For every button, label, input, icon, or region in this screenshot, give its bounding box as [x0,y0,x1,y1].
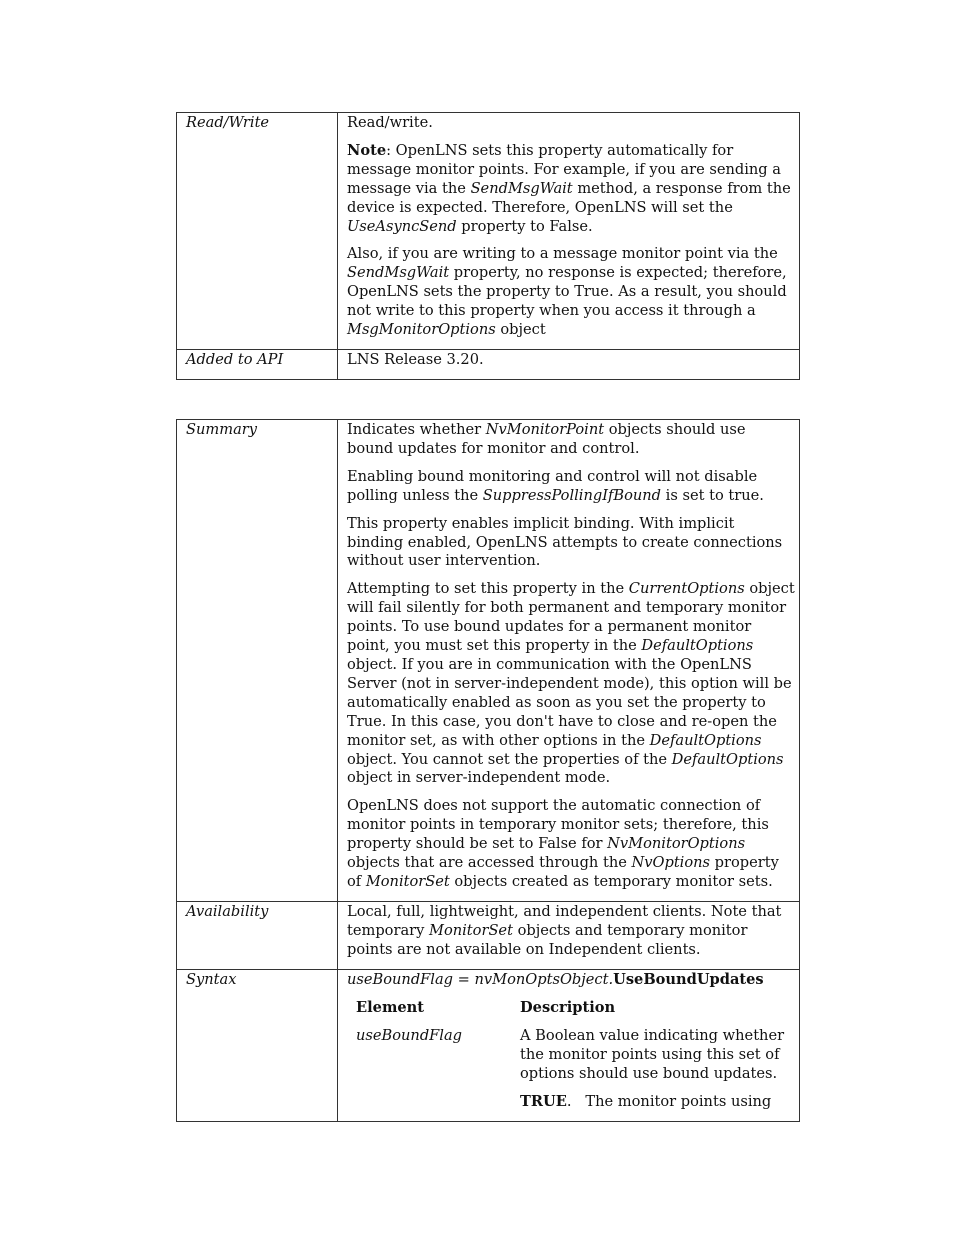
element-table [356,998,795,1121]
note-paragraph [347,142,795,237]
object-name: DefaultOptions [641,637,754,655]
row-value-read-write [338,113,800,350]
paragraph [347,797,795,892]
row-label-availability: Availability [177,901,338,969]
property-table-usebound [176,419,800,1122]
element-name-text: useBoundFlag [356,1027,463,1045]
object-name: DefaultOptions [671,750,784,768]
object-name: MonitorSet [365,872,450,890]
object-name: MonitorSet [429,921,513,939]
paragraph [347,468,795,506]
property-name: SendMsgWait [347,264,450,282]
table-row [177,420,800,902]
row-value-added-to-api [338,349,800,379]
paragraph [347,421,795,459]
row-value-summary [338,420,800,902]
row-value-availability [338,901,800,969]
column-header-description: Description [520,999,616,1017]
text: . The monitor points using [566,1093,772,1111]
property-name: NvOptions [631,854,711,872]
row-value-syntax [338,969,800,1121]
property-keyword: UseBoundUpdates [613,970,764,988]
property-name: SuppressPollingIfBound [482,486,662,504]
property-name: UseAsyncSend [347,217,457,235]
element-description: A Boolean value indicating whether the monitor points using this set of options should use bound updates. [520,1027,785,1083]
true-label: TRUE [520,1093,567,1111]
row-label-added-to-api: Added to API [177,349,338,379]
row-label-syntax: Syntax [177,969,338,1121]
text: Local, full, lightweight, and independent clients. Note that temporary [347,902,782,939]
text: Attempting to set this property in the [347,580,629,598]
text: property of [347,854,779,890]
object-name: DefaultOptions [649,731,762,749]
syntax-expression: useBoundFlag = nvMonOptsObject. [347,970,614,988]
table-row [177,349,800,379]
text: OpenLNS does not support the automatic connection of monitor points in temporary monitor sets; therefore, this property should be set to False for [347,797,769,853]
paragraph: This property enables implicit binding. With implicit binding enabled, OpenLNS attempts to create connections without user intervention. [347,514,783,570]
table-row [177,901,800,969]
text: objects should use bound updates for monitor and control. [347,421,746,457]
paragraph [347,903,795,960]
paragraph [347,580,795,788]
text: objects created as temporary monitor sets. [449,872,773,890]
syntax-line [347,971,795,990]
paragraph: LNS Release 3.20. [347,350,484,368]
spacer [356,1093,520,1112]
object-name: MsgMonitorOptions [347,321,496,339]
table-row [177,969,800,1121]
true-description [520,1093,795,1112]
text: object in server-independent mode. [347,769,611,787]
text: objects and temporary monitor points are not available on Independent clients. [347,921,748,958]
table-row [177,113,800,350]
paragraph [347,245,795,340]
method-name: SendMsgWait [470,179,573,197]
element-name [356,1027,520,1084]
row-label-read-write: Read/Write [177,113,338,350]
column-header-element: Element [356,999,425,1017]
text: objects that are accessed through the [347,854,632,872]
text: object. You cannot set the properties of the [347,750,672,768]
note-label: Note [347,141,387,159]
text: method, a response from the device is expected. Therefore, OpenLNS will set the [347,179,791,216]
text: Enabling bound monitoring and control will not disable polling unless the [347,467,758,504]
text: : OpenLNS sets this property automatically for message monitor points. For example, if you are sending a message via the [347,141,781,197]
text: object [495,321,546,339]
text: property, no response is expected; therefore, OpenLNS sets the property to True. As a result, you should not write to this property when you access it through a [347,264,787,320]
object-name: CurrentOptions [628,580,745,598]
text: Also, if you are writing to a message monitor point via the [347,245,778,263]
property-table-readwrite [176,112,800,380]
paragraph: Read/write. [347,114,433,131]
text: property to False. [456,217,593,235]
text: object will fail silently for both permanent and temporary monitor points. To use bound updates for a permanent monitor point, you must set this property in the [347,580,795,655]
row-label-summary: Summary [177,420,338,902]
object-name: NvMonitorOptions [607,835,746,853]
text: Indicates whether [347,421,486,438]
text: is set to true. [661,486,764,504]
object-name: NvMonitorPoint [485,421,605,438]
text: object. If you are in communication with the OpenLNS Server (not in server-independent mode), this option will be automatically enabled as soon as you set the property to True. In this case, you don't have to close and re-open the monitor set, as with other options in the [347,655,792,749]
